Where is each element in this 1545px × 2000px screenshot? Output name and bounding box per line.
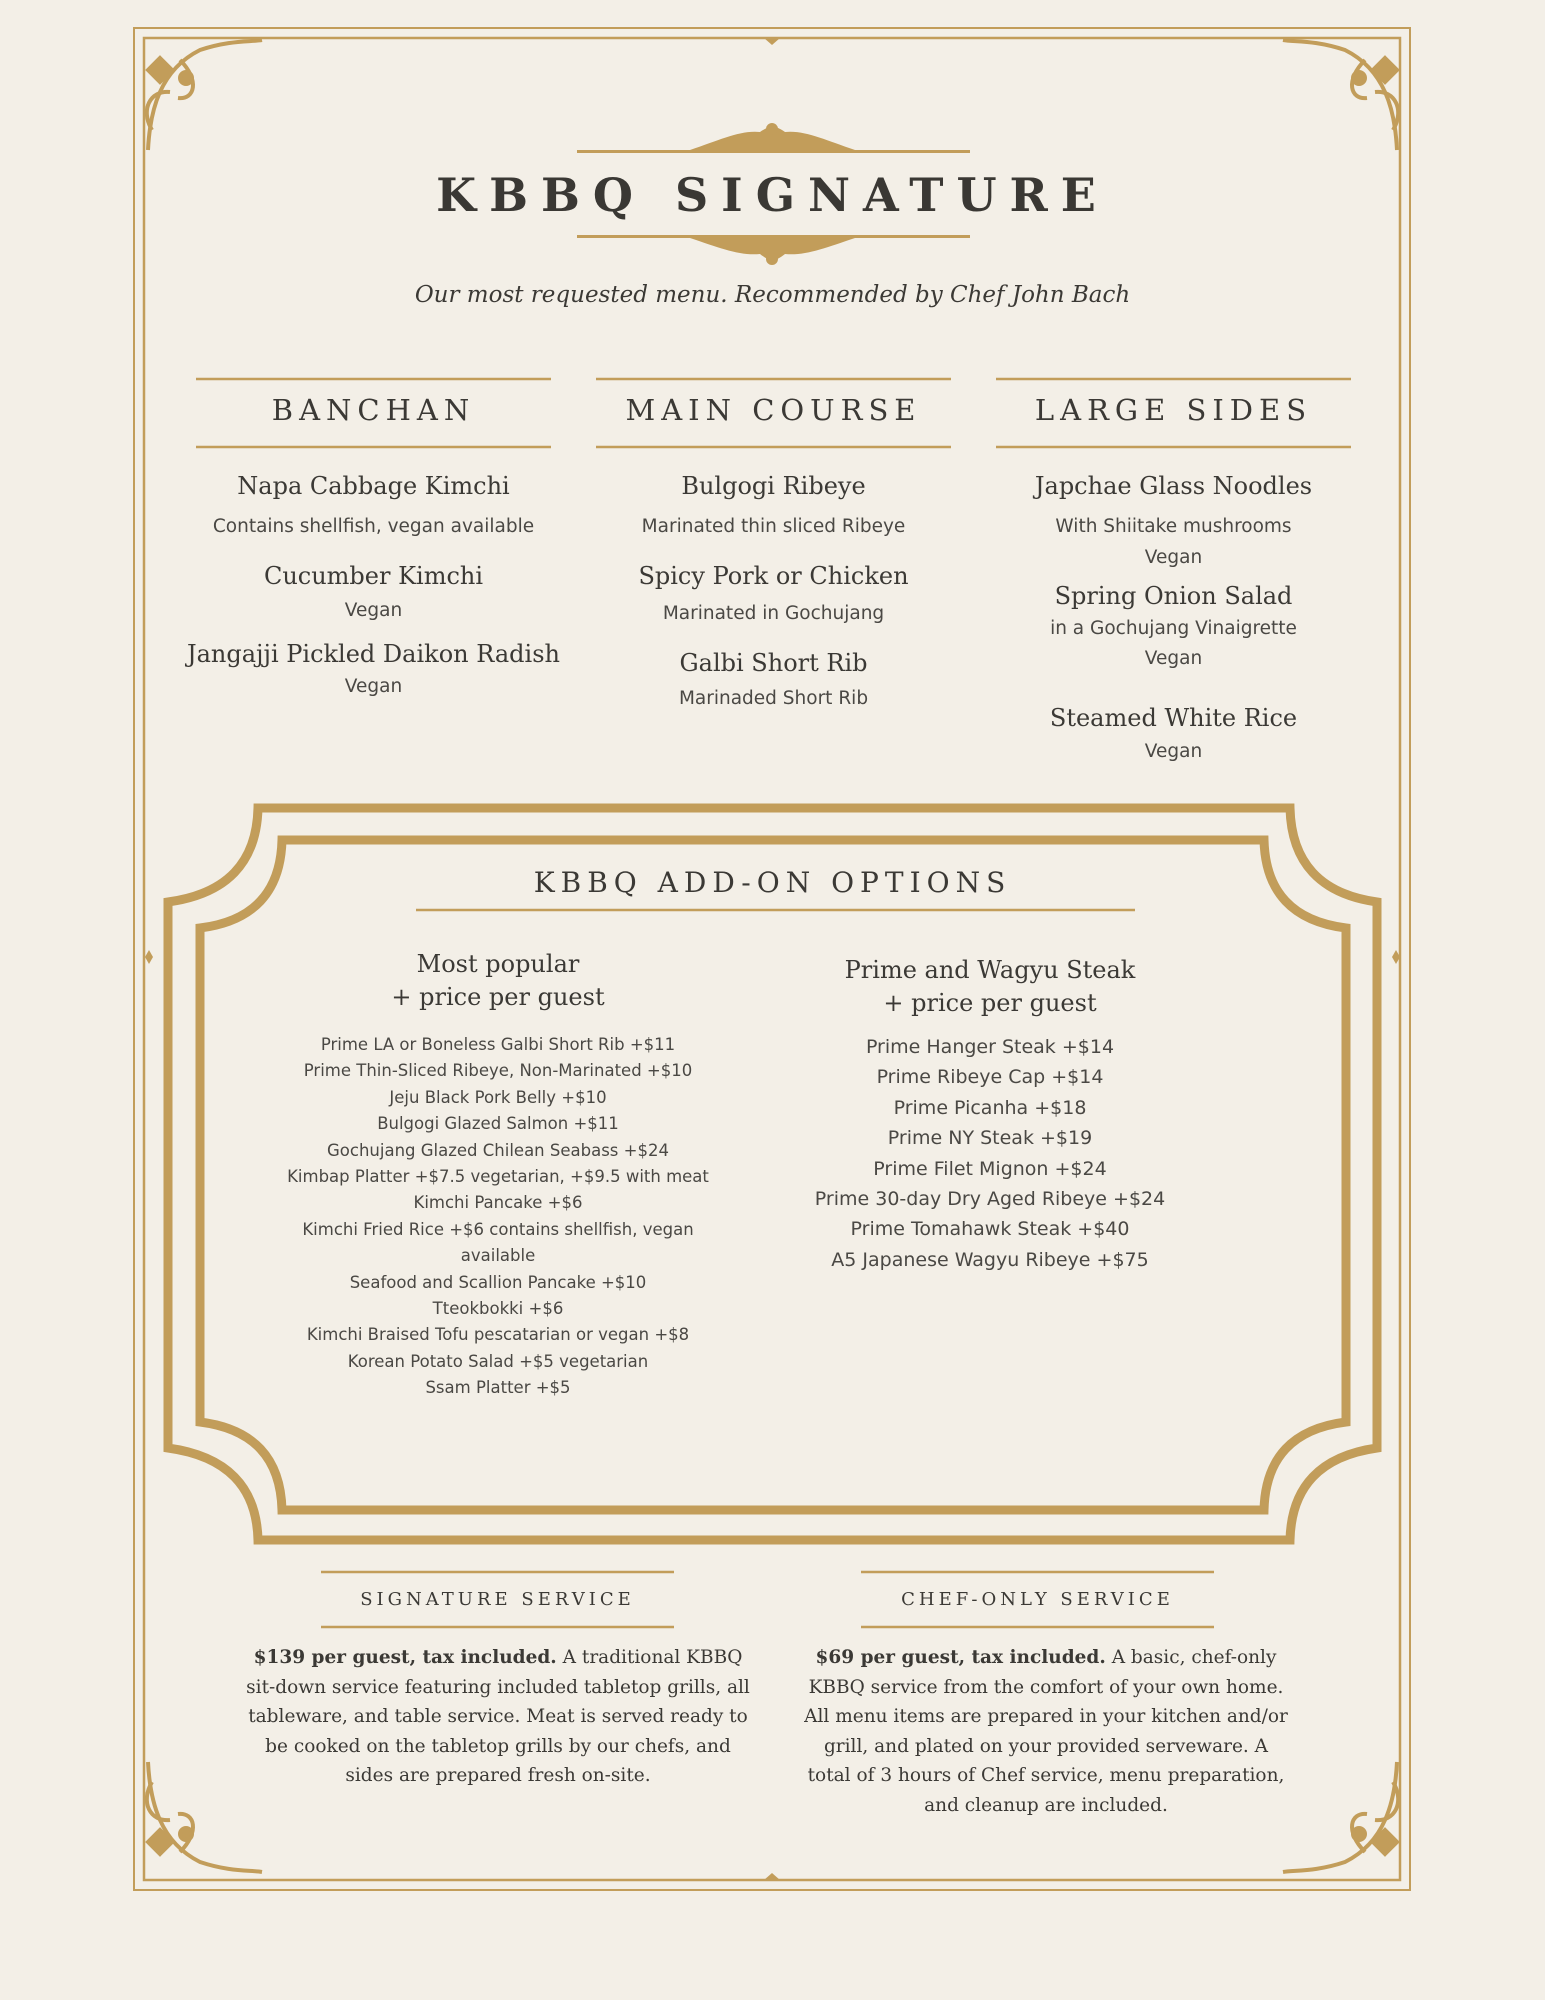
large-sides-item-name: Steamed White Rice — [1049, 704, 1298, 732]
addon-right-item: Prime 30-day Dry Aged Ribeye +$24 — [814, 1188, 1166, 1211]
large-sides-item-name: Spring Onion Salad — [1054, 582, 1293, 610]
large-sides-item-desc: Vegan — [1144, 648, 1203, 669]
addon-right-item: Prime Picanha +$18 — [893, 1096, 1087, 1119]
addon-left-item: Prime Thin-Sliced Ribeye, Non-Marinated +$10 — [303, 1061, 693, 1081]
addon-left-item: Jeju Black Pork Belly +$10 — [389, 1087, 607, 1107]
addon-left-item: Tteokbokki +$6 — [432, 1299, 564, 1319]
addon-left-item: Bulgogi Glazed Salmon +$11 — [377, 1114, 619, 1134]
main-course-item-desc: Marinated in Gochujang — [662, 603, 885, 624]
addon-right-heading — [740, 954, 1240, 1020]
addon-left-item: Korean Potato Salad +$5 vegetarian — [347, 1351, 649, 1371]
addon-left-item: Kimchi Fried Rice +$6 contains shellfish, vegan — [302, 1219, 694, 1239]
addon-left-item: Seafood and Scallion Pancake +$10 — [349, 1272, 647, 1292]
top-notch — [764, 38, 780, 45]
addon-left-item: Kimchi Pancake +$6 — [413, 1193, 583, 1213]
main-course-heading: MAIN COURSE — [625, 393, 922, 427]
addon-right-item: A5 Japanese Wagyu Ribeye +$75 — [831, 1248, 1149, 1271]
banchan-item-desc: Vegan — [344, 600, 403, 621]
banchan-item-desc: Vegan — [344, 676, 403, 697]
addon-left-heading-line2: + price per guest — [391, 983, 605, 1011]
large-sides-heading: LARGE SIDES — [1034, 393, 1313, 427]
banchan-item-name: Napa Cabbage Kimchi — [237, 472, 510, 500]
addon-left-item: available — [460, 1246, 536, 1266]
addon-left-item: Kimchi Braised Tofu pescatarian or vegan +$8 — [306, 1325, 690, 1345]
addon-title: KBBQ ADD-ON OPTIONS — [533, 866, 1012, 899]
addon-right-item: Prime Filet Mignon +$24 — [873, 1157, 1107, 1180]
large-sides-item-name: Japchae Glass Noodles — [1034, 472, 1313, 500]
large-sides-item-desc: in a Gochujang Vinaigrette — [1050, 618, 1297, 639]
chef-only-service-text: A basic, chef-only KBBQ service from the comfort of your own home. All menu items are prepared in your kitchen and/or grill, and plated on your provided serveware. A total of 3 hours of Chef service, menu preparation, and cleanup are included. — [804, 1647, 1288, 1816]
main-course-item-name: Galbi Short Rib — [679, 649, 868, 677]
addon-right-item: Prime NY Steak +$19 — [887, 1127, 1093, 1150]
menu-subtitle: Our most requested menu. Recommended by Chef John Bach — [414, 282, 1131, 308]
chef-only-service-heading: CHEF-ONLY SERVICE — [901, 1589, 1174, 1610]
addon-left-list — [248, 1032, 748, 1402]
banchan-heading: BANCHAN — [271, 393, 476, 427]
chef-only-service-price: $69 per guest, tax included. — [815, 1647, 1106, 1668]
addon-right-item: Prime Ribeye Cap +$14 — [876, 1066, 1104, 1089]
banchan-item-desc: Contains shellfish, vegan available — [212, 516, 535, 537]
signature-service-price: $139 per guest, tax included. — [253, 1647, 557, 1668]
main-course-item-desc: Marinaded Short Rib — [678, 688, 869, 709]
large-sides-item-desc: With Shiitake mushrooms — [1055, 516, 1292, 537]
addon-right-item: Prime Hanger Steak +$14 — [865, 1036, 1115, 1058]
main-course-item-name: Spicy Pork or Chicken — [638, 562, 909, 590]
bottom-notch — [764, 1873, 780, 1880]
addon-left-heading-line1: Most popular — [416, 950, 580, 978]
chef-only-service-description — [800, 1643, 1292, 1820]
main-course-item-desc: Marinated thin sliced Ribeye — [641, 516, 906, 537]
addon-left-item: Gochujang Glazed Chilean Seabass +$24 — [327, 1140, 669, 1160]
addon-right-heading-line2: + price per guest — [883, 989, 1097, 1017]
title-ornament-bottom — [577, 235, 970, 265]
banchan-item-name: Jangajji Pickled Daikon Radish — [187, 640, 560, 668]
addon-right-heading-line1: Prime and Wagyu Steak — [844, 956, 1136, 984]
corner-ornament-top-left — [147, 40, 262, 150]
signature-service-heading: SIGNATURE SERVICE — [360, 1589, 635, 1610]
large-sides-item-desc: Vegan — [1144, 741, 1203, 762]
addon-left-heading — [248, 948, 748, 1014]
signature-service-text: A traditional KBBQ sit-down service featuring included tabletop grills, all tableware, and table service. Meat is served ready to be cooked on the tabletop grills by our chefs, and sides are prepared fresh on-site. — [246, 1647, 750, 1786]
addon-left-item: Prime LA or Boneless Galbi Short Rib +$11 — [320, 1035, 676, 1054]
title-ornament-top — [577, 123, 970, 153]
menu-title: KBBQ SIGNATURE — [436, 168, 1109, 222]
large-sides-item-desc: Vegan — [1144, 547, 1203, 568]
addon-right-list — [740, 1032, 1240, 1275]
banchan-item-name: Cucumber Kimchi — [263, 562, 484, 590]
corner-ornament-top-right — [1283, 40, 1398, 150]
main-course-item-name: Bulgogi Ribeye — [681, 472, 866, 500]
addon-right-item: Prime Tomahawk Steak +$40 — [850, 1218, 1130, 1241]
corner-ornament-bottom-right — [1283, 1762, 1398, 1872]
addon-left-point — [145, 950, 153, 964]
addon-left-item: Kimbap Platter +$7.5 vegetarian, +$9.5 with meat — [287, 1167, 709, 1187]
addon-left-item: Ssam Platter +$5 — [425, 1378, 571, 1398]
signature-service-description — [244, 1643, 752, 1791]
